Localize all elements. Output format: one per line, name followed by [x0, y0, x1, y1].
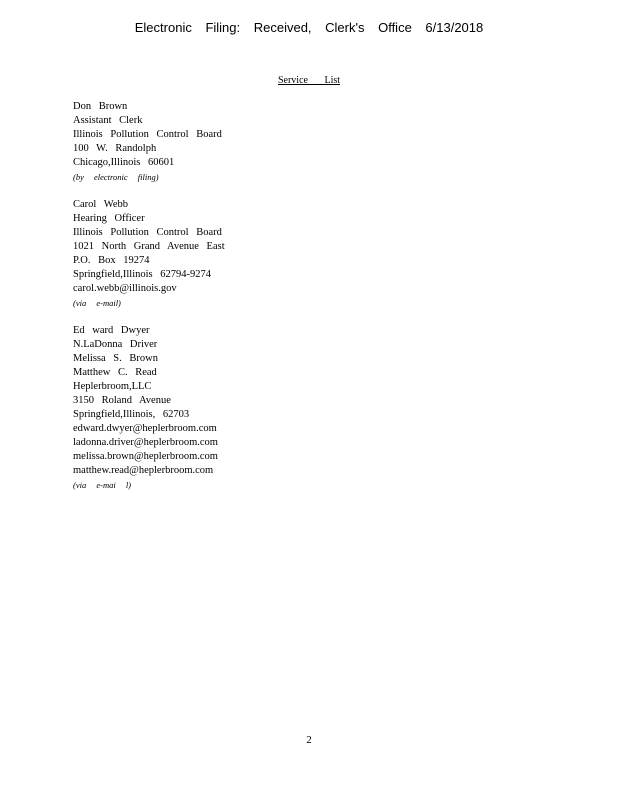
recipient-email: melissa.brown@heplerbroom.com — [73, 451, 218, 462]
recipient-name: Carol Webb — [73, 199, 128, 210]
recipient-email: edward.dwyer@heplerbroom.com — [73, 423, 217, 434]
recipient-organization: Heplerbroom,LLC — [73, 381, 152, 392]
service-list-title-text: Service List — [277, 75, 341, 86]
recipient-email: carol.webb@illinois.gov — [73, 283, 177, 294]
delivery-method-note: (via e-mai l) — [73, 480, 132, 490]
delivery-method-note: (via e-mail) — [73, 298, 121, 308]
service-list-title — [0, 75, 618, 86]
recipient-name: Matthew C. Read — [73, 367, 157, 378]
recipient-organization: Illinois Pollution Control Board — [73, 129, 222, 140]
recipient-city: Chicago,Illinois 60601 — [73, 157, 175, 168]
recipient-email: matthew.read@heplerbroom.com — [73, 465, 214, 476]
service-list — [73, 100, 373, 506]
delivery-method-note: (by electronic filing) — [73, 172, 159, 182]
recipient-block — [73, 198, 373, 310]
recipient-street: 100 W. Randolph — [73, 143, 157, 154]
recipient-street: 1021 North Grand Avenue East — [73, 241, 225, 252]
recipient-name: N.LaDonna Driver — [73, 339, 158, 350]
page-number: 2 — [306, 734, 312, 746]
recipient-name: Ed ward Dwyer — [73, 325, 150, 336]
recipient-city: Springfield,Illinois, 62703 — [73, 409, 190, 420]
recipient-title: Hearing Officer — [73, 213, 145, 224]
filing-stamp-header: Electronic Filing: Received, Clerk's Office 6/13/2018 — [134, 20, 484, 35]
recipient-block — [73, 100, 373, 184]
recipient-block — [73, 324, 373, 492]
recipient-name: Don Brown — [73, 101, 128, 112]
recipient-organization: Illinois Pollution Control Board — [73, 227, 222, 238]
recipient-po-box: P.O. Box 19274 — [73, 255, 150, 266]
recipient-title: Assistant Clerk — [73, 115, 143, 126]
recipient-street: 3150 Roland Avenue — [73, 395, 171, 406]
recipient-name: Melissa S. Brown — [73, 353, 158, 364]
recipient-city: Springfield,Illinois 62794-9274 — [73, 269, 211, 280]
recipient-email: ladonna.driver@heplerbroom.com — [73, 437, 218, 448]
